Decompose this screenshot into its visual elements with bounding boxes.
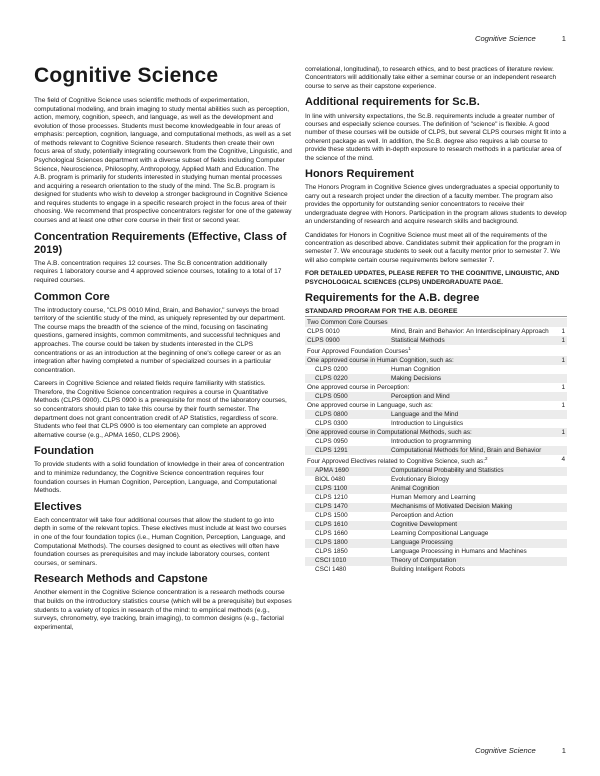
- course-code: APMA 1690: [315, 467, 349, 475]
- course-units: 1: [551, 356, 567, 365]
- concentration-requirements-heading: Concentration Requirements (Effective, Class of 2019): [34, 230, 287, 256]
- table-row: [305, 548, 567, 557]
- course-units: 4: [561, 455, 565, 463]
- footnote-marker: 2: [484, 455, 488, 461]
- table-row: [305, 512, 567, 521]
- course-units: [551, 557, 567, 566]
- table-cell-code: [305, 467, 389, 476]
- course-code: Four Approved Foundation Courses: [307, 347, 409, 355]
- table-row: [305, 485, 567, 494]
- left-column: [34, 64, 292, 637]
- table-cell-code: [305, 530, 389, 539]
- table-cell-code: [305, 476, 389, 485]
- course-units: [551, 437, 567, 446]
- course-units: [551, 392, 567, 401]
- table-row: [305, 446, 567, 455]
- course-units: 1: [561, 327, 565, 335]
- course-code: CLPS 1660: [315, 530, 348, 538]
- course-title: Theory of Computation: [389, 557, 551, 566]
- table-cell-code: [305, 401, 551, 410]
- course-title: Perception and Mind: [389, 392, 551, 401]
- course-title: Mechanisms of Motivated Decision Making: [389, 503, 551, 512]
- honors-paragraph-2: Candidates for Honors in Cognitive Science must meet all of the requirements of the concentration as described above. Candidates submit their application for the program in semester 7. We encourage students to seek out a faculty mentor prior to semester 7. We will also complete certain course requirements before semester 7.: [305, 231, 561, 264]
- course-units: [551, 419, 567, 428]
- table-row: [305, 345, 567, 356]
- course-title: Perception and Action: [391, 512, 454, 520]
- course-title: Evolutionary Biology: [391, 476, 449, 484]
- course-units: [551, 318, 567, 327]
- table-row: [305, 521, 567, 530]
- page-footer: [475, 746, 566, 755]
- course-units: 1: [551, 336, 567, 345]
- ab-requirements-heading: Requirements for the A.B. degree: [305, 292, 480, 305]
- course-title: Mind, Brain and Behavior: An Interdisciplinary Approach: [391, 327, 549, 335]
- course-units: [551, 374, 567, 383]
- common-core-paragraph-1: The introductory course, "CLPS 0010 Mind, Brain, and Behavior," surveys the broad territory of the scientific study of the mind, as uniquely represented by our department. The course maps the breadth of the science of the mind, focusing on fascinating questions, garnered insights, common commitments, and successful techniques and approaches. The course could be taken by students interested in the CLPS concentrations or as an introduction at the beginning of one's college career or as an integration after having completed a number of specialized courses in a particular concentration.: [34, 306, 286, 374]
- table-row: [305, 383, 567, 392]
- table-cell-code: [305, 327, 389, 336]
- course-code: CLPS 1210: [315, 494, 348, 502]
- page-title: Cognitive Science: [34, 64, 219, 87]
- table-row: [305, 503, 567, 512]
- course-title: Statistical Methods: [389, 336, 551, 345]
- table-cell-code: [305, 392, 389, 401]
- course-title: Computational Methods for Mind, Brain and Behavior: [389, 446, 551, 455]
- header-title: Cognitive Science: [474, 34, 536, 43]
- table-cell-code: [305, 410, 389, 419]
- course-units: [551, 494, 567, 503]
- concentration-requirements-text: The A.B. concentration requires 12 courses. The Sc.B concentration additionally requires 1 laboratory course and 4 approved science courses, totaling to a total of 17 required courses.: [34, 259, 282, 285]
- course-code: One approved course in Human Cognition, such as:: [307, 356, 454, 364]
- course-code: CLPS 0300: [315, 419, 348, 427]
- course-code: Four Approved Electives related to Cognitive Science, such as:: [307, 458, 485, 466]
- table-row: [305, 566, 567, 575]
- common-core-heading: Common Core: [34, 290, 110, 303]
- table-cell-code: [305, 485, 389, 494]
- table-row: [305, 327, 567, 336]
- course-units: [551, 410, 567, 419]
- course-code: Two Common Core Courses: [307, 318, 388, 326]
- course-code: CLPS 0950: [315, 437, 348, 445]
- table-row: [305, 530, 567, 539]
- table-row: [305, 392, 567, 401]
- course-code: CSCI 1480: [315, 566, 347, 574]
- course-title: Language and the Mind: [389, 410, 551, 419]
- course-units: [551, 503, 567, 512]
- table-row: [305, 365, 567, 374]
- course-title: Language Processing: [389, 539, 551, 548]
- course-code: CLPS 0220: [315, 374, 348, 382]
- course-code: CLPS 0200: [315, 365, 348, 373]
- course-code: CLPS 1100: [315, 485, 348, 493]
- course-code: CLPS 1850: [315, 548, 348, 556]
- research-methods-heading: Research Methods and Capstone: [34, 573, 208, 586]
- table-cell-code: [305, 446, 389, 455]
- course-code: CLPS 1800: [315, 539, 348, 547]
- electives-text: Each concentrator will take four additional courses that allow the student to go into depth in some of the relevant topics. These electives must include at least two courses in one of the four foundation topics (i.e., Human Cognition, Perception, Language, and Computational Methods). The courses designed to count as electives will often have foundation courses as prerequisites and may include laboratory courses, content courses, or seminars.: [34, 516, 287, 567]
- table-cell-code: [305, 503, 389, 512]
- table-cell-code: [305, 437, 389, 446]
- course-title: Building Intelligent Robots: [391, 566, 465, 574]
- table-row: [305, 318, 567, 327]
- table-row: [305, 374, 567, 383]
- table-row: [305, 467, 567, 476]
- table-cell-code: [305, 521, 389, 530]
- course-units: [551, 476, 567, 485]
- course-code: BIOL 0480: [315, 476, 346, 484]
- requirements-table-title: STANDARD PROGRAM FOR THE A.B. DEGREE: [305, 308, 567, 317]
- table-row: [305, 401, 567, 410]
- course-units: [551, 530, 567, 539]
- footnote-marker: 1: [408, 345, 411, 351]
- course-code: One approved course in Computational Methods, such as:: [307, 428, 472, 436]
- page-header: [475, 34, 566, 43]
- course-units: 1: [551, 428, 567, 437]
- table-cell-code: [305, 512, 389, 521]
- table-row: [305, 336, 567, 345]
- table-cell-code: [305, 428, 551, 437]
- detailed-updates-note: FOR DETAILED UPDATES, PLEASE REFER TO THE COGNITIVE, LINGUISTIC, AND PSYCHOLOGICAL SCIENCES (CLPS) UNDERGRADUATE PAGE.: [305, 270, 560, 286]
- scb-requirements-heading: Additional requirements for Sc.B.: [305, 96, 480, 109]
- table-row: [305, 356, 567, 365]
- course-code: CSCI 1010: [315, 557, 347, 565]
- course-code: One approved course in Language, such as:: [307, 401, 433, 409]
- course-title: Learning Compositional Language: [391, 530, 489, 538]
- course-units: 1: [561, 383, 565, 391]
- table-cell-code: [305, 539, 389, 548]
- course-title: Human Cognition: [391, 365, 441, 373]
- table-row: [305, 557, 567, 566]
- course-title: Introduction to Linguistics: [391, 419, 464, 427]
- course-units: 1: [561, 401, 565, 409]
- course-code: One approved course in Perception:: [307, 383, 410, 391]
- table-cell-code: [305, 336, 389, 345]
- header-page-number: 1: [561, 34, 566, 43]
- table-row: [305, 476, 567, 485]
- honors-heading: Honors Requirement: [305, 168, 414, 181]
- course-code: CLPS 1470: [315, 503, 348, 511]
- table-cell-code: [305, 557, 389, 566]
- course-units: [551, 521, 567, 530]
- footer-page-number: 1: [561, 746, 566, 755]
- course-units: [551, 548, 567, 557]
- table-row: [305, 494, 567, 503]
- table-cell-code: [305, 455, 551, 466]
- footer-title: Cognitive Science: [474, 746, 536, 755]
- course-title: Making Decisions: [389, 374, 551, 383]
- course-title: Human Memory and Learning: [391, 494, 476, 502]
- table-cell-code: [305, 548, 389, 557]
- course-code: CLPS 1291: [315, 446, 348, 454]
- table-row: [305, 455, 567, 466]
- requirements-table: [305, 318, 567, 574]
- table-row: [305, 419, 567, 428]
- course-units: [551, 512, 567, 521]
- course-code: CLPS 0500: [315, 392, 348, 400]
- table-cell-code: [305, 494, 389, 503]
- course-units: [551, 566, 567, 575]
- table-row: [305, 437, 567, 446]
- course-code: CLPS 1610: [315, 521, 348, 529]
- course-units: [551, 539, 567, 548]
- course-units: [551, 365, 567, 374]
- research-methods-text: Another element in the Cognitive Science concentration is a research methods course that builds on the introductory statistics course (which will be a prerequisite) but exposes students to a variety of topics in research of the mind: to empirical methods (e.g., surveys, chronometry, eye tracking, brain imaging), to common designs (e.g., factorial experimental,: [34, 589, 292, 631]
- course-title: Computational Probability and Statistics: [389, 467, 551, 476]
- table-row: [305, 539, 567, 548]
- table-cell-code: [305, 374, 389, 383]
- course-units: [551, 446, 567, 455]
- course-code: CLPS 0010: [307, 327, 340, 335]
- table-row: [305, 428, 567, 437]
- right-column: [305, 66, 567, 575]
- electives-heading: Electives: [34, 500, 82, 513]
- course-title: Cognitive Development: [389, 521, 551, 530]
- foundation-heading: Foundation: [34, 445, 94, 458]
- course-units: [551, 485, 567, 494]
- foundation-text: To provide students with a solid foundation of knowledge in their area of concentration and to minimize redundancy, the Cognitive Science concentration requires four foundation courses in Human Cognition, Perception, Language, and Computational Methods.: [34, 461, 285, 495]
- table-cell-code: [305, 345, 551, 356]
- table-cell-code: [305, 318, 551, 327]
- course-code: CLPS 0900: [307, 336, 340, 344]
- research-continued-text: correlational, longitudinal), to research ethics, and to best practices of literature review. Concentrators will additionally take either a seminar course or an independent research course to serve as their capstone experience.: [305, 66, 557, 90]
- scb-requirements-text: In line with university expectations, the Sc.B. requirements include a greater number of courses and especially science courses. The definition of "science" is flexible. A good number of these courses will be outside of CLPS, but several CLPS courses might fit into a coherent package as well. In addition, the Sc.B. degree also requires a lab course to provide these students with in-depth exposure to research methods in a particular area of the science of the mind.: [305, 112, 567, 162]
- course-units: [551, 345, 567, 356]
- table-row: [305, 410, 567, 419]
- table-cell-code: [305, 566, 389, 575]
- honors-paragraph-1: The Honors Program in Cognitive Science gives undergraduates a special opportunity to carry out a research project under the direction of a faculty member. The program also provides the opportunity for outstanding senior concentrators to receive their undergraduate degree with Honors. Participation in the program allows students to develop an understanding of research and acquire research skills and background.: [305, 184, 567, 226]
- table-cell-code: [305, 419, 389, 428]
- course-title: Language Processing in Humans and Machines: [391, 548, 527, 556]
- course-code: CLPS 1500: [315, 512, 348, 520]
- table-cell-code: [305, 383, 551, 392]
- course-code: CLPS 0800: [315, 410, 348, 418]
- intro-paragraph: The field of Cognitive Science uses scientific methods of experimentation, computational modeling, and brain imaging to study mental abilities such as perception, action, memory, cognition, speech, and language, as well as the development and evolution of those processes. Students must become knowledgeable in four areas of emphasis: perception, cognition, language, and computational methods, as well as a set of methods relevant to Cognitive Science research. Students then create their own focus area of study, potentially integrating coursework from the Cognitive, Linguistic, and Psychological Sciences department with a diverse subset of fields including Computer Science, Neuroscience, Philosophy, Anthropology, Applied Math and Education. The A.B. program is primarily for students interested in studying human mental processes and acquiring a research orientation to the study of the mind. The Sc.B. program is designed for students who wish to develop a stronger background in Cognitive Science and requires students to engage in a specific research project in the focus area of their choosing. We recommend that prospective concentrators register for one of the gateway courses and at least one other core course in their first or second year.: [34, 97, 292, 224]
- common-core-paragraph-2: Careers in Cognitive Science and related fields require familiarity with statistics. Therefore, the Cognitive Science concentration requires a course in Quantitative Methods (CLPS 0900). CLPS 0900 is a prerequisite for most of the laboratory courses, so concentrators should plan to take this course by their fourth semester. The department does not grant concentration credit of AP Statistics, regardless of score. Students who feel that CLPS 0900 is too elementary can complete an approved alternative course (e.g., APMA 1650, CLPS 2906).: [34, 380, 287, 439]
- table-cell-code: [305, 365, 389, 374]
- course-units: [551, 467, 567, 476]
- table-cell-code: [305, 356, 551, 365]
- course-title: Introduction to programming: [391, 437, 471, 445]
- course-title: Animal Cognition: [389, 485, 551, 494]
